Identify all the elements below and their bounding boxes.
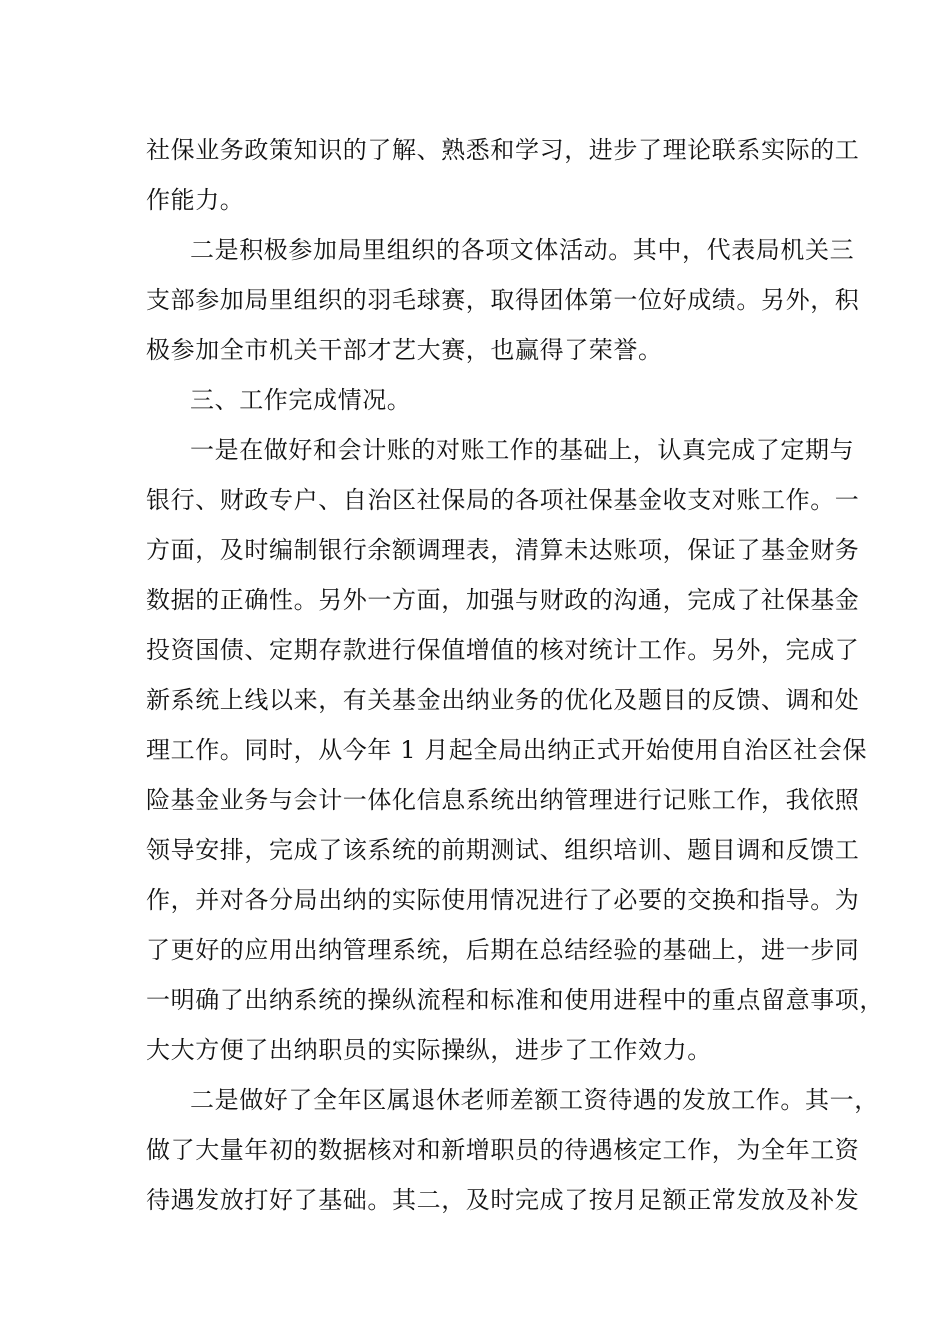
- text-line: 投资国债、定期存款进行保值增值的核对统计工作。另外，完成了: [146, 636, 860, 664]
- text-line: 作能力。: [146, 186, 245, 214]
- text-line: 一明确了出纳系统的操纵流程和标准和使用进程中的重点留意事项，: [146, 986, 884, 1014]
- section-heading: 三、工作完成情况。: [190, 386, 412, 414]
- text-line: 数据的正确性。另外一方面，加强与财政的沟通，完成了社保基金: [146, 586, 860, 614]
- text-line: 作，并对各分局出纳的实际使用情况进行了必要的交换和指导。为: [146, 886, 860, 914]
- text-line: 待遇发放打好了基础。其二，及时完成了按月足额正常发放及补发: [146, 1186, 860, 1214]
- text-line: 方面，及时编制银行余额调理表，清算未达账项，保证了基金财务: [146, 536, 860, 564]
- paragraph-start-line: 二是做好了全年区属退休老师差额工资待遇的发放工作。其一，: [190, 1086, 879, 1114]
- text-line: 理工作。同时，从今年 1 月起全局出纳正式开始使用自治区社会保: [146, 736, 868, 764]
- paragraph-start-line: 一是在做好和会计账的对账工作的基础上，认真完成了定期与: [190, 436, 855, 464]
- text-line: 社保业务政策知识的了解、熟悉和学习，进步了理论联系实际的工: [146, 136, 860, 164]
- text-line: 银行、财政专户、自治区社保局的各项社保基金收支对账工作。一: [146, 486, 860, 514]
- text-line: 了更好的应用出纳管理系统，后期在总结经验的基础上，进一步同: [146, 936, 860, 964]
- text-line: 极参加全市机关干部才艺大赛，也赢得了荣誉。: [146, 336, 663, 364]
- text-line: 新系统上线以来，有关基金出纳业务的优化及题目的反馈、调和处: [146, 686, 860, 714]
- text-line: 大大方便了出纳职员的实际操纵，进步了工作效力。: [146, 1036, 712, 1064]
- paragraph-start-line: 二是积极参加局里组织的各项文体活动。其中，代表局机关三: [190, 236, 855, 264]
- text-line: 支部参加局里组织的羽毛球赛，取得团体第一位好成绩。另外，积: [146, 286, 860, 314]
- text-line: 做了大量年初的数据核对和新增职员的待遇核定工作，为全年工资: [146, 1136, 860, 1164]
- text-line: 领导安排，完成了该系统的前期测试、组织培训、题目调和反馈工: [146, 836, 860, 864]
- text-line: 险基金业务与会计一体化信息系统出纳管理进行记账工作，我依照: [146, 786, 860, 814]
